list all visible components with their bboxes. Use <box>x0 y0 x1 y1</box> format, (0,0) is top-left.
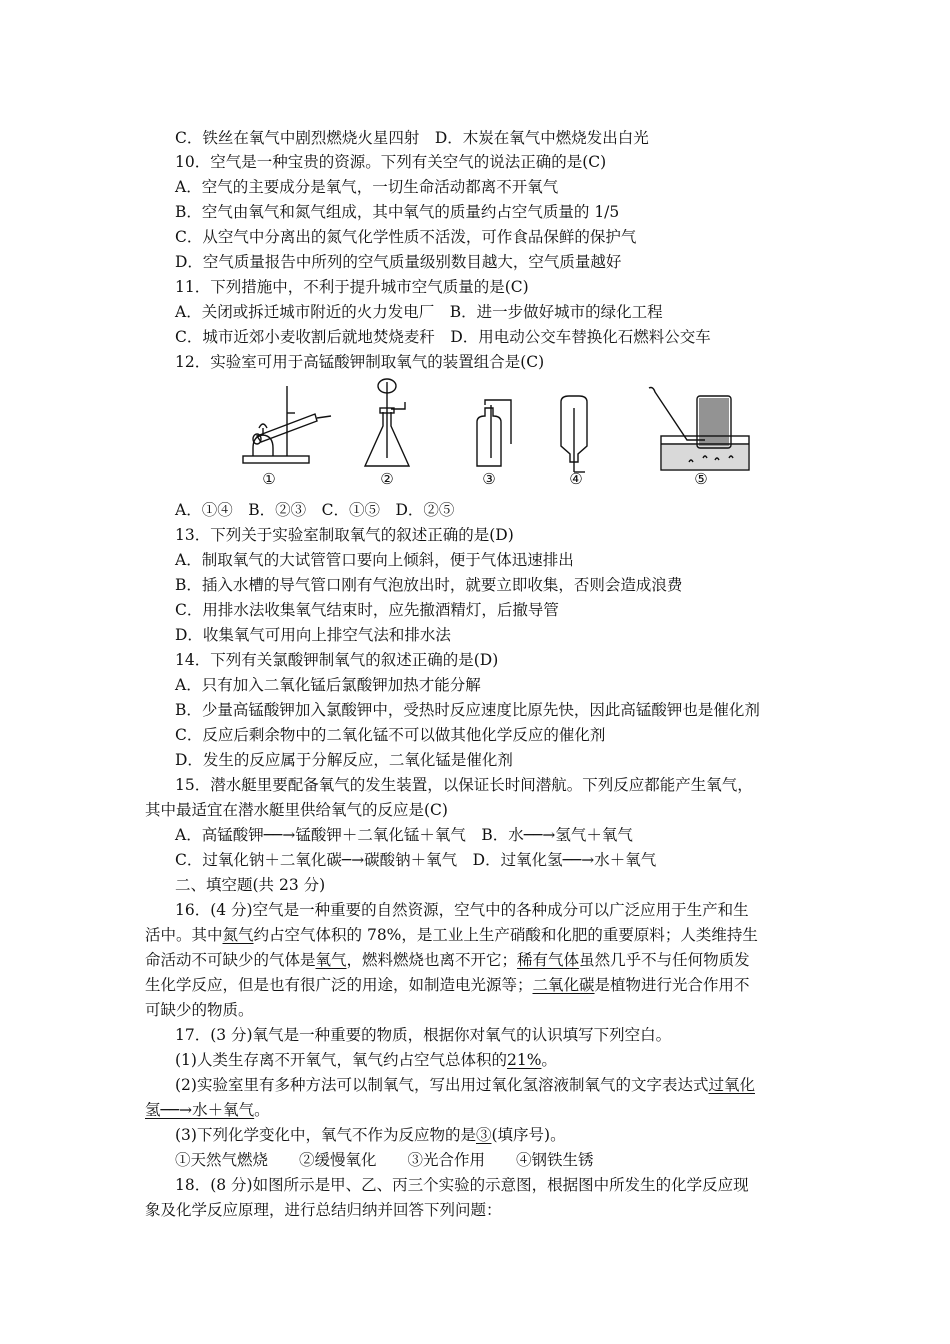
q14-option-b: B．少量高锰酸钾加入氯酸钾中，受热时反应速度比原先快，因此高锰酸钾也是催化剂 <box>175 701 760 719</box>
q18-line2: 象及化学反应原理，进行总结归纳并回答下列问题： <box>145 1201 502 1219</box>
q17-stem: 17．(3 分)氧气是一种重要的物质，根据你对氧气的认识填写下列空白。 <box>175 1026 672 1044</box>
q13-option-c: C．用排水法收集氧气结束时，应先撤酒精灯，后撤导管 <box>175 601 559 619</box>
q18-line1: 18．(8 分)如图所示是甲、乙、丙三个实验的示意图，根据图中所发生的化学反应现 <box>175 1176 749 1194</box>
q17-sub2-line2: 氢──→水＋氧气。 <box>145 1101 270 1119</box>
q10-stem: 10．空气是一种宝贵的资源。下列有关空气的说法正确的是(C) <box>175 153 607 171</box>
apparatus-figure <box>235 378 755 490</box>
q16-line1: 16．(4 分)空气是一种重要的自然资源，空气中的各种成分可以广泛应用于生产和生 <box>175 901 749 919</box>
label-apparatus-2: ② <box>380 470 394 488</box>
q13-stem: 13．下列关于实验室制取氧气的叙述正确的是(D) <box>175 526 514 544</box>
q17-answer-2b: 氢──→水＋氧气 <box>145 1101 255 1119</box>
q10-option-b: B．空气由氧气和氮气组成，其中氧气的质量约占空气质量的 1/5 <box>175 203 620 221</box>
apparatus-1-drawing <box>243 386 331 463</box>
q14-option-a: A．只有加入二氧化锰后氯酸钾加热才能分解 <box>175 676 481 694</box>
apparatus-drawing <box>235 378 755 490</box>
q17-answer-1: 21% <box>506 1051 542 1069</box>
q11-stem: 11．下列措施中，不利于提升城市空气质量的是(C) <box>175 278 529 296</box>
q14-option-c: C．反应后剩余物中的二氧化锰不可以做其他化学反应的催化剂 <box>175 726 606 744</box>
apparatus-5-water <box>662 398 748 469</box>
q16-line3: 命活动不可缺少的气体是氧气，燃料燃烧也离不开它；稀有气体虽然几乎不与任何物质发 <box>145 951 750 969</box>
q9-option-cd: C．铁丝在氧气中剧烈燃烧火星四射 D．木炭在氧气中燃烧发出白光 <box>175 129 649 147</box>
label-apparatus-1: ① <box>262 470 276 488</box>
q14-option-d: D．发生的反应属于分解反应，二氧化锰是催化剂 <box>175 751 513 769</box>
q12-options: A．①④ B．②③ C．①⑤ D．②⑤ <box>175 501 455 519</box>
apparatus-3-drawing <box>477 400 511 466</box>
q15-stem-line1: 15．潜水艇里要配备氧气的发生装置，以保证长时间潜航。下列反应都能产生氧气， <box>175 776 753 794</box>
q11-option-ab: A．关闭或拆迁城市附近的火力发电厂 B．进一步做好城市的绿化工程 <box>175 303 663 321</box>
q16-line5: 可缺少的物质。 <box>145 1001 254 1019</box>
q10-option-a: A．空气的主要成分是氧气，一切生命活动都离不开氧气 <box>175 178 559 196</box>
q16-line4: 生化学反应，但是也有很广泛的用途，如制造电光源等；二氧化碳是植物进行光合作用不 <box>145 976 750 994</box>
q14-stem: 14．下列有关氯酸钾制氧气的叙述正确的是(D) <box>175 651 499 669</box>
q16-answer-4: 二氧化碳 <box>532 976 595 994</box>
q16-answer-1: 氮气 <box>222 926 254 944</box>
q17-options: ①天然气燃烧 ②缓慢氧化 ③光合作用 ④钢铁生锈 <box>175 1151 594 1169</box>
q17-answer-3: ③ <box>475 1126 492 1144</box>
q16-line2: 活中。其中氮气约占空气体积的 78%，是工业上生产硝酸和化肥的重要原料；人类维持生 <box>145 926 758 944</box>
q17-sub1: (1)人类生存离不开氧气，氧气约占空气总体积的21%。 <box>175 1051 557 1069</box>
q12-stem: 12．实验室可用于高锰酸钾制取氧气的装置组合是(C) <box>175 353 545 371</box>
q10-option-c: C．从空气中分离出的氮气化学性质不活泼，可作食品保鲜的保护气 <box>175 228 637 246</box>
label-apparatus-3: ③ <box>482 470 496 488</box>
q13-option-d: D．收集氧气可用向上排空气法和排水法 <box>175 626 451 644</box>
q13-option-b: B．插入水槽的导气管口刚有气泡放出时，就要立即收集，否则会造成浪费 <box>175 576 683 594</box>
label-apparatus-4: ④ <box>569 470 583 488</box>
q15-option-cd: C．过氧化钠＋二氧化碳─→碳酸钠＋氧气 D．过氧化氢──→水＋氧气 <box>175 851 657 869</box>
q10-option-d: D．空气质量报告中所列的空气质量级别数目越大，空气质量越好 <box>175 253 622 271</box>
apparatus-4-drawing <box>561 396 587 472</box>
q17-sub2-line1: (2)实验室里有多种方法可以制氧气，写出用过氧化氢溶液制氧气的文字表达式过氧化 <box>175 1076 755 1094</box>
apparatus-2-drawing <box>365 379 409 466</box>
q17-answer-2a: 过氧化 <box>708 1076 755 1094</box>
q15-option-ab: A．高锰酸钾──→锰酸钾＋二氧化锰＋氧气 B．水──→氢气＋氧气 <box>175 826 633 844</box>
q17-sub3: (3)下列化学变化中，氧气不作为反应物的是③(填序号)。 <box>175 1126 566 1144</box>
q16-answer-2: 氧气 <box>315 951 347 969</box>
label-apparatus-5: ⑤ <box>694 470 708 488</box>
q11-option-cd: C．城市近郊小麦收割后就地焚烧麦秆 D．用电动公交车替换化石燃料公交车 <box>175 328 711 346</box>
q13-option-a: A．制取氧气的大试管管口要向上倾斜，便于气体迅速排出 <box>175 551 574 569</box>
q16-answer-3: 稀有气体 <box>517 951 580 969</box>
section-fill-in-title: 二、填空题(共 23 分) <box>175 876 326 894</box>
q15-stem-line2: 其中最适宜在潜水艇里供给氧气的反应是(C) <box>145 801 448 819</box>
